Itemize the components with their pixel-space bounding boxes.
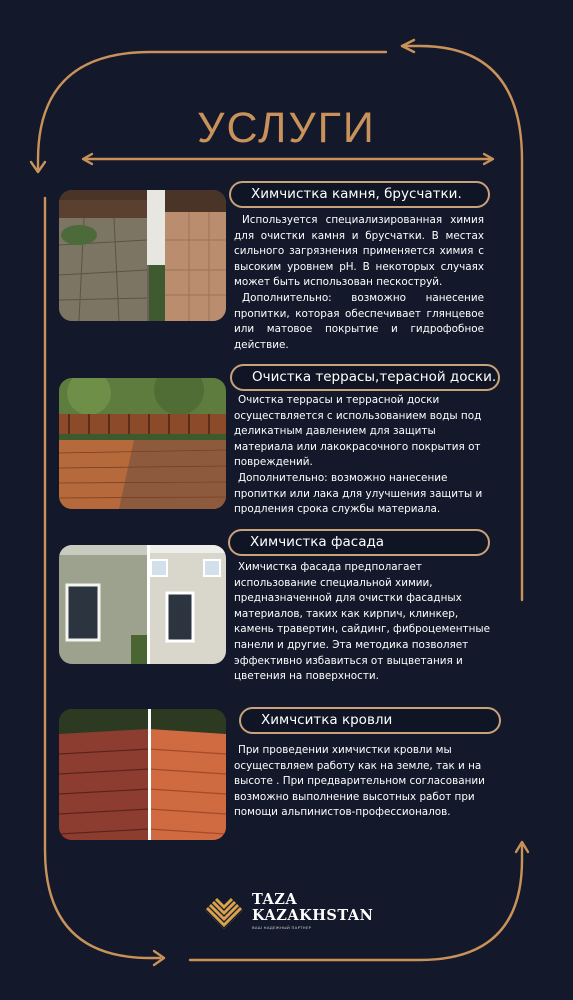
- service-title-terrace: Очистка террасы,терасной доски.: [230, 364, 500, 391]
- stone-paving-photo-icon: [59, 190, 226, 321]
- wooden-terrace-photo-icon: [59, 378, 226, 509]
- service-title-roof: Химчситка кровли: [239, 707, 501, 734]
- service-desc-stone: [234, 213, 484, 353]
- service-desc-terrace-p1: Очистка террасы и террасной доски осуществляется с использованием воды под деликатным давлением для защиты материала или лакокрасочного покрытия от повреждений.: [234, 394, 482, 469]
- service-image-facade: [59, 545, 226, 664]
- logo-line1: TAZA: [252, 891, 298, 908]
- house-facade-photo-icon: [59, 545, 226, 664]
- service-title-stone: Химчистка камня, брусчатки.: [229, 181, 490, 208]
- service-desc-roof-p1: При проведении химчистки кровли мы осуществляем работу как на земле, так и на высоте . При предварительном согласовании возможно выполнение высотных работ при помощи альпинистов-профессионалов.: [234, 744, 485, 819]
- service-title-facade: Химчистка фасада: [228, 529, 490, 556]
- service-desc-roof: [234, 743, 496, 821]
- service-image-terrace: [59, 378, 226, 509]
- service-desc-terrace: [234, 393, 490, 518]
- service-image-stone: [59, 190, 226, 321]
- service-image-roof: [59, 709, 226, 840]
- service-desc-terrace-p2: Дополнительно: возможно нанесение пропитки или лака для улучшения защиты и продления срока службы материала.: [234, 471, 483, 516]
- page-title: УСЛУГИ: [197, 104, 376, 152]
- service-desc-facade: [234, 560, 490, 685]
- tile-roof-photo-icon: [59, 709, 226, 840]
- brand-logo: [202, 888, 392, 938]
- logo-tagline: ВАШ НАДЕЖНЫЙ ПАРТНЕР: [252, 925, 312, 930]
- logo-line2: KAZAKHSTAN: [252, 907, 374, 924]
- service-desc-stone-p1: Используется специализированная химия для очистки камня и брусчатки. В местах сильного загрязнения применяется химия с высоким уровнем pH. В некоторых случаях может быть использован пескоструй.: [234, 214, 484, 289]
- diamond-stripes-logo-icon: [204, 890, 244, 930]
- frame-bottom-left-arc: [45, 850, 160, 958]
- service-desc-facade-p1: Химчистка фасада предполагает использование специальной химии, предназначенной для очистки фасадных материалов, таких как кирпич, клинкер, камень травертин, сайдинг, фиброцементные панели и другие. Эта методика позволяет эффективно избавиться от выцветания и цветения на поверхности.: [234, 561, 490, 683]
- service-desc-stone-p2: Дополнительно: возможно нанесение пропитки, которая обеспечивает глянцевое или матовое покрытие и гидрофобное действие.: [234, 291, 484, 351]
